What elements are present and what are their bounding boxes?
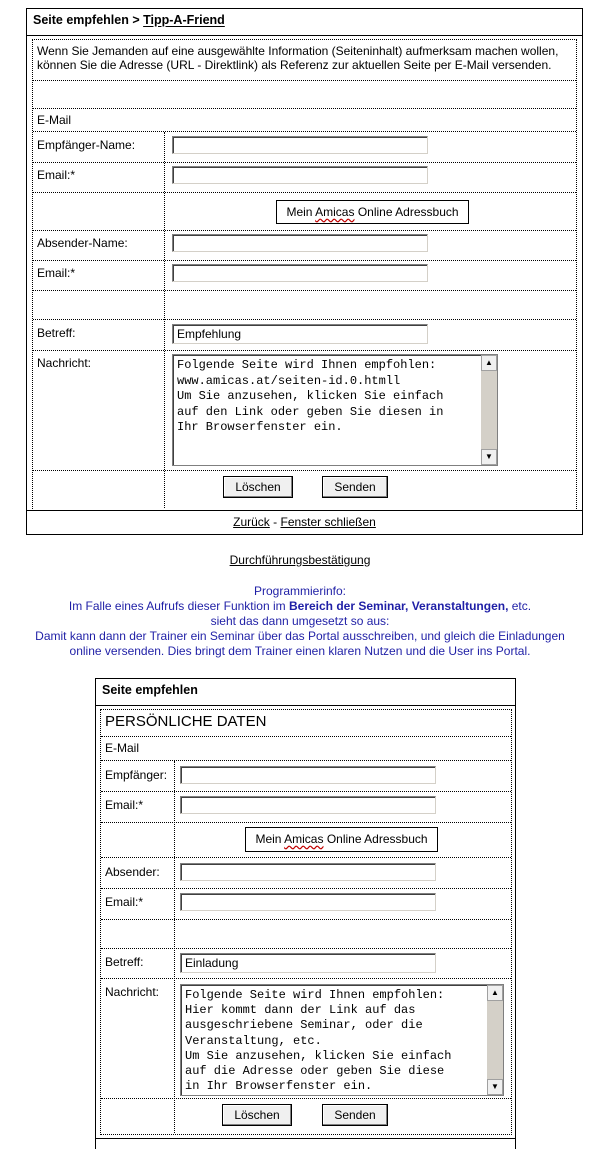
info-title: Programmierinfo: bbox=[253, 584, 347, 598]
confirmation-link-row bbox=[0, 553, 600, 567]
recipient-label: Empfänger: bbox=[105, 768, 168, 782]
message-scrollbar[interactable] bbox=[487, 985, 503, 1095]
send-button[interactable]: Senden bbox=[322, 476, 388, 498]
panel-title: Seite empfehlen > Tipp-A-Friend bbox=[27, 9, 582, 36]
seminar-invite-panel bbox=[95, 678, 516, 1149]
message-label: Nachricht: bbox=[37, 356, 92, 370]
recipient-input[interactable] bbox=[180, 766, 436, 784]
send-button[interactable]: Senden bbox=[322, 1104, 388, 1126]
footer-bar: Zurück - Fenster schließen bbox=[27, 510, 582, 534]
clear-button[interactable]: Löschen bbox=[223, 476, 293, 498]
sender-email-input[interactable] bbox=[180, 893, 436, 911]
recipient-name-label: Empfänger-Name: bbox=[37, 138, 136, 152]
message-label: Nachricht: bbox=[105, 985, 160, 999]
clear-button[interactable]: Löschen bbox=[222, 1104, 292, 1126]
sender-email-label: Email:* bbox=[105, 895, 144, 909]
addressbook-button[interactable]: Mein Amicas Online Adressbuch bbox=[276, 200, 469, 224]
sender-email-input[interactable] bbox=[172, 264, 428, 282]
arrow-down-icon[interactable]: ▼ bbox=[487, 1079, 503, 1095]
close-window-link[interactable]: Fenster schließen bbox=[280, 515, 376, 529]
sender-name-label: Absender-Name: bbox=[37, 236, 128, 250]
recipient-email-label: Email:* bbox=[37, 168, 76, 182]
recipient-email-label: Email:* bbox=[105, 798, 144, 812]
section-email-label: E-Mail bbox=[37, 113, 72, 127]
message-textarea[interactable]: Folgende Seite wird Ihnen empfohlen: www.amicas.at/seiten-id.0.htmll Um Sie anzusehen, klicken Sie einfach auf den Link oder geben Sie diesen in Ihr Browserfenster ein. ▲ ▼ bbox=[172, 354, 498, 466]
confirmation-link[interactable]: Durchführungsbestätigung bbox=[229, 553, 371, 567]
programming-info: Programmierinfo: Im Falle eines Aufrufs dieser Funktion im Bereich der Seminar, Veranstaltungen, etc. sieht das dann umgesetzt so aus: Damit kann dann der Trainer ein Seminar über das Portal ausschreiben, und gleich die Einladungen online versenden. Dies bringt dem Trainer einen klaren Nutzen und die User ins Portal. bbox=[0, 584, 600, 659]
section-personal-label: PERSÖNLICHE DATEN bbox=[105, 713, 267, 730]
recipient-email-input[interactable] bbox=[180, 796, 436, 814]
message-scrollbar[interactable] bbox=[481, 355, 497, 465]
sender-name-input[interactable] bbox=[172, 234, 428, 252]
addressbook-button[interactable]: Mein Amicas Online Adressbuch bbox=[245, 827, 438, 852]
recipient-name-input[interactable] bbox=[172, 136, 428, 154]
arrow-down-icon[interactable]: ▼ bbox=[481, 449, 497, 465]
subject-input[interactable] bbox=[172, 324, 428, 344]
back-link[interactable]: Zurück bbox=[233, 515, 270, 529]
arrow-up-icon[interactable]: ▲ bbox=[481, 355, 497, 371]
panel-title: Seite empfehlen bbox=[96, 679, 515, 706]
subject-input[interactable] bbox=[180, 953, 436, 973]
form-table bbox=[100, 709, 512, 1135]
recipient-email-input[interactable] bbox=[172, 166, 428, 184]
sender-input[interactable] bbox=[180, 863, 436, 881]
tipp-a-friend-panel bbox=[26, 8, 583, 535]
subject-label: Betreff: bbox=[105, 955, 144, 969]
intro-text: Wenn Sie Jemanden auf eine ausgewählte Information (Seiteninhalt) aufmerksam machen wollen, können Sie die Adresse (URL - Direktlink) als Referenz zur aktuellen Seite per E-Mail versenden. bbox=[37, 44, 559, 72]
tipp-a-friend-link[interactable]: Tipp-A-Friend bbox=[143, 13, 225, 27]
message-textarea[interactable]: Folgende Seite wird Ihnen empfohlen: Hier kommt dann der Link auf das ausgeschriebene Seminar, oder die Veranstaltung, etc. Um Sie anzusehen, klicken Sie einfach auf die Adresse oder geben Sie diese in Ihr Browserfenster ein. ▲ ▼ bbox=[180, 984, 504, 1096]
arrow-up-icon[interactable]: ▲ bbox=[487, 985, 503, 1001]
sender-email-label: Email:* bbox=[37, 266, 76, 280]
section-email-label: E-Mail bbox=[105, 741, 140, 755]
form-table bbox=[32, 39, 577, 511]
subject-label: Betreff: bbox=[37, 326, 76, 340]
sender-label: Absender: bbox=[105, 865, 160, 879]
